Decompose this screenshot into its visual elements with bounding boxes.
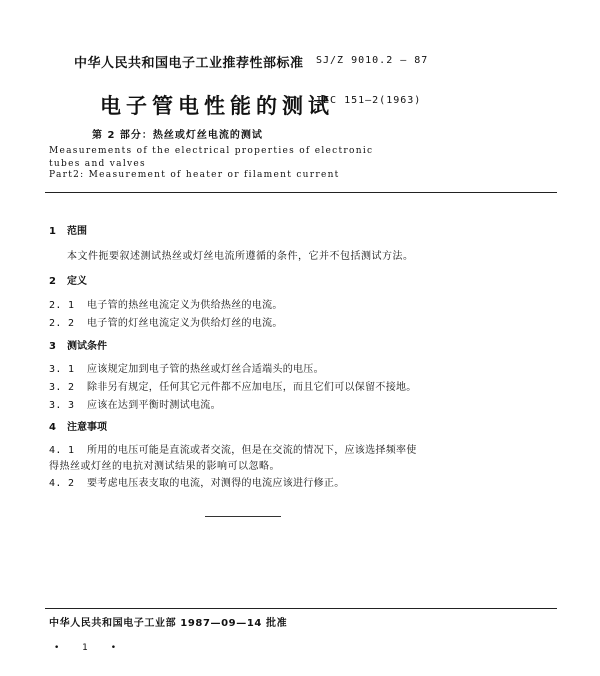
clause-number: 3. 2 bbox=[49, 382, 75, 393]
section-3-heading bbox=[49, 337, 107, 352]
clause-number: 3. 1 bbox=[49, 364, 75, 375]
clause-number: 2. 1 bbox=[49, 300, 75, 311]
english-title-line-2: tubes and valves bbox=[49, 159, 146, 169]
approval-statement: 中华人民共和国电子工业部 1987—09—14 批准 bbox=[49, 618, 288, 629]
clause-2-2 bbox=[49, 314, 283, 329]
section-title: 注意事项 bbox=[67, 422, 107, 433]
page-number: • 1 • bbox=[54, 643, 127, 653]
clause-4-2 bbox=[49, 474, 345, 489]
iec-reference: IEC 151—2(1963) bbox=[316, 95, 422, 106]
section-1-heading bbox=[49, 222, 87, 237]
standard-series-heading: 中华人民共和国电子工业推荐性部标准 bbox=[74, 56, 304, 71]
section-title: 测试条件 bbox=[67, 341, 107, 352]
clause-text: 要考虑电压表支取的电流，对测得的电流应该进行修正。 bbox=[87, 478, 345, 489]
section-title: 定义 bbox=[67, 276, 87, 287]
clause-4-1 bbox=[49, 441, 417, 456]
english-title-line-1: Measurements of the electrical properties of electronic bbox=[49, 146, 374, 156]
clause-text: 应该在达到平衡时测试电流。 bbox=[87, 400, 221, 411]
clause-number: 2. 2 bbox=[49, 318, 75, 329]
section-number: 4 bbox=[49, 422, 56, 433]
section-number: 1 bbox=[49, 226, 56, 237]
clause-text: 电子管的灯丝电流定义为供给灯丝的电流。 bbox=[87, 318, 283, 329]
standard-code: SJ/Z 9010.2 — 87 bbox=[316, 55, 429, 66]
section-title: 范围 bbox=[67, 226, 87, 237]
english-title-line-3: Part2: Measurement of heater or filament current bbox=[49, 170, 340, 180]
clause-text: 除非另有规定，任何其它元件都不应加电压，而且它们可以保留不接地。 bbox=[87, 382, 417, 393]
clause-text: 应该规定加到电子管的热丝或灯丝合适端头的电压。 bbox=[87, 364, 324, 375]
end-of-text-rule bbox=[205, 516, 281, 517]
document-title: 电子管电性能的测试 bbox=[100, 94, 334, 118]
clause-4-1-continuation: 得热丝或灯丝的电抗对测试结果的影响可以忽略。 bbox=[49, 461, 280, 472]
section-2-heading bbox=[49, 272, 87, 287]
footer-divider bbox=[45, 608, 557, 609]
clause-text: 电子管的热丝电流定义为供给热丝的电流。 bbox=[87, 300, 283, 311]
section-number: 3 bbox=[49, 341, 56, 352]
section-4-heading bbox=[49, 418, 107, 433]
clause-3-1 bbox=[49, 360, 324, 375]
section-1-paragraph: 本文件扼要叙述测试热丝或灯丝电流所遵循的条件，它并不包括测试方法。 bbox=[67, 251, 414, 262]
clause-number: 3. 3 bbox=[49, 400, 75, 411]
section-number: 2 bbox=[49, 276, 56, 287]
clause-3-3 bbox=[49, 396, 221, 411]
clause-3-2 bbox=[49, 378, 417, 393]
clause-text: 所用的电压可能是直流或者交流，但是在交流的情况下，应该选择频率使 bbox=[87, 445, 417, 456]
header-divider bbox=[45, 192, 557, 193]
clause-2-1 bbox=[49, 296, 283, 311]
clause-number: 4. 2 bbox=[49, 478, 75, 489]
clause-number: 4. 1 bbox=[49, 445, 75, 456]
part-title: 第 2 部分：热丝或灯丝电流的测试 bbox=[92, 130, 263, 141]
